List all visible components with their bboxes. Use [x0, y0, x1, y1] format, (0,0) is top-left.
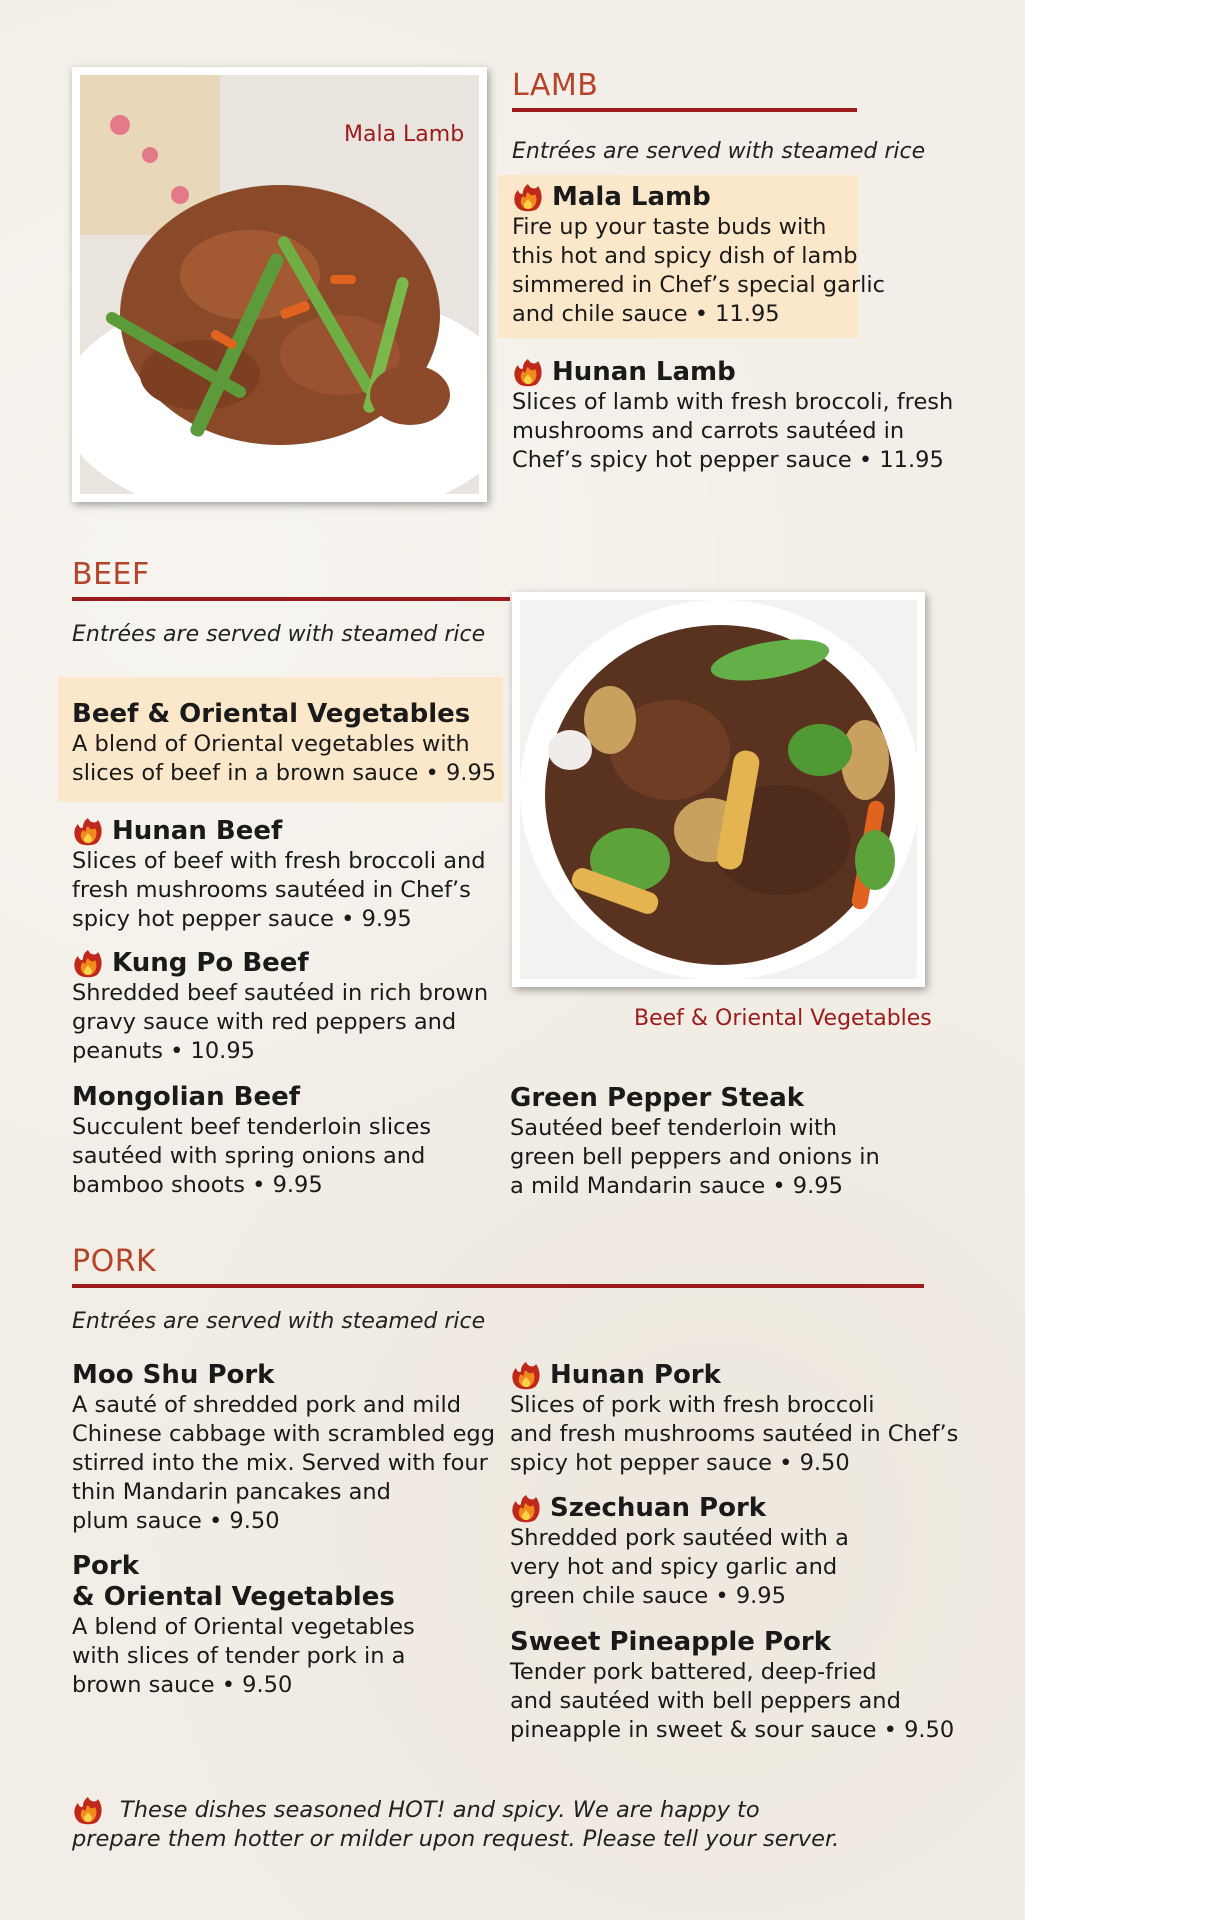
item-desc-line: plum sauce • 9.50 — [72, 1508, 280, 1534]
item-desc-line: mushrooms and carrots sautéed in — [512, 418, 905, 444]
footnote-line: prepare them hotter or milder upon request. Please tell your server. — [72, 1826, 840, 1852]
menu-item-sweet-pineapple-pork[interactable] — [510, 1627, 954, 1745]
item-desc-line: Slices of lamb with fresh broccoli, fresh — [512, 389, 954, 415]
item-name-line: Pork — [72, 1551, 140, 1581]
item-desc-line: simmered in Chef’s special garlic — [512, 272, 885, 298]
menu-item-hunan-pork[interactable] — [510, 1360, 958, 1478]
item-desc-line: Tender pork battered, deep-fried — [510, 1659, 877, 1685]
item-desc-line: pineapple in sweet & sour sauce • 9.50 — [510, 1717, 955, 1743]
menu-item-green-pepper-steak[interactable] — [510, 1083, 880, 1201]
item-desc-line: peanuts • 10.95 — [72, 1038, 255, 1064]
item-desc-line: Slices of beef with fresh broccoli and — [72, 848, 486, 874]
beef-oriental-photo — [512, 592, 925, 987]
item-name: Beef & Oriental Vegetables — [72, 699, 471, 729]
pork-section-title: PORK — [72, 1244, 157, 1279]
photo-caption-mala-lamb: Mala Lamb — [344, 122, 465, 147]
beef-section-title: BEEF — [72, 557, 150, 592]
item-desc-line: green bell peppers and onions in — [510, 1144, 880, 1170]
flame-icon — [512, 358, 544, 388]
item-desc-line: fresh mushrooms sautéed in Chef’s — [72, 877, 471, 903]
beef-served-note: Entrées are served with steamed rice — [72, 622, 486, 647]
item-desc-line: Sautéed beef tenderloin with — [510, 1115, 838, 1141]
menu-item-pork-oriental-vegetables[interactable] — [72, 1551, 415, 1700]
item-desc-line: and chile sauce • 11.95 — [512, 301, 780, 327]
photo-caption-beef-oriental: Beef & Oriental Vegetables — [634, 1006, 932, 1031]
lamb-section-title: LAMB — [512, 68, 599, 103]
item-desc-line: slices of beef in a brown sauce • 9.95 — [72, 760, 497, 786]
item-desc-line: A sauté of shredded pork and mild — [72, 1392, 462, 1418]
item-desc-line: spicy hot pepper sauce • 9.95 — [72, 906, 412, 932]
item-desc-line: bamboo shoots • 9.95 — [72, 1172, 323, 1198]
item-desc-line: gravy sauce with red peppers and — [72, 1009, 457, 1035]
spicy-footnote — [72, 1796, 839, 1854]
item-desc-line: Fire up your taste buds with — [512, 214, 827, 240]
pork-served-note: Entrées are served with steamed rice — [72, 1309, 486, 1334]
item-name: Szechuan Pork — [550, 1493, 767, 1523]
item-name: Hunan Lamb — [552, 357, 736, 387]
item-desc-line: and sautéed with bell peppers and — [510, 1688, 901, 1714]
flame-icon — [512, 183, 544, 213]
mala-lamb-photo — [72, 67, 487, 502]
menu-item-kung-po-beef[interactable] — [72, 948, 488, 1066]
item-desc-line: A blend of Oriental vegetables — [72, 1614, 415, 1640]
item-desc-line: Shredded pork sautéed with a — [510, 1525, 849, 1551]
item-desc-line: a mild Mandarin sauce • 9.95 — [510, 1173, 843, 1199]
item-name: Moo Shu Pork — [72, 1360, 275, 1390]
item-desc-line: Slices of pork with fresh broccoli — [510, 1392, 875, 1418]
menu-item-szechuan-pork[interactable] — [510, 1493, 849, 1611]
menu-item-moo-shu-pork[interactable] — [72, 1360, 495, 1536]
item-name-line: & Oriental Vegetables — [72, 1582, 395, 1612]
flame-icon — [510, 1361, 542, 1391]
beef-dish-illustration — [520, 600, 917, 979]
item-name: Hunan Pork — [550, 1360, 721, 1390]
item-desc-line: Succulent beef tenderloin slices — [72, 1114, 432, 1140]
item-desc-line: this hot and spicy dish of lamb — [512, 243, 858, 269]
menu-item-beef-oriental-vegetables[interactable] — [72, 699, 496, 788]
item-desc-line: brown sauce • 9.50 — [72, 1672, 293, 1698]
flame-icon — [72, 817, 104, 847]
item-desc-line: Chinese cabbage with scrambled egg — [72, 1421, 495, 1447]
menu-item-mala-lamb[interactable] — [512, 182, 885, 329]
item-desc-line: green chile sauce • 9.95 — [510, 1583, 786, 1609]
item-desc-line: A blend of Oriental vegetables with — [72, 731, 470, 757]
lamb-section-rule — [512, 108, 857, 112]
item-name: Kung Po Beef — [112, 948, 309, 978]
item-name: Sweet Pineapple Pork — [510, 1627, 832, 1657]
item-desc-line: Chef’s spicy hot pepper sauce • 11.95 — [512, 447, 944, 473]
item-desc-line: thin Mandarin pancakes and — [72, 1479, 391, 1505]
item-desc-line: very hot and spicy garlic and — [510, 1554, 838, 1580]
item-name: Mongolian Beef — [72, 1082, 301, 1112]
item-name: Mala Lamb — [552, 182, 711, 212]
beef-section-rule — [72, 597, 510, 601]
item-desc-line: spicy hot pepper sauce • 9.50 — [510, 1450, 850, 1476]
lamb-served-note: Entrées are served with steamed rice — [512, 139, 926, 164]
item-desc-line: Shredded beef sautéed in rich brown — [72, 980, 489, 1006]
item-name: Green Pepper Steak — [510, 1083, 805, 1113]
item-desc-line: stirred into the mix. Served with four — [72, 1450, 488, 1476]
item-name: Hunan Beef — [112, 816, 283, 846]
menu-item-mongolian-beef[interactable] — [72, 1082, 431, 1200]
flame-icon — [510, 1494, 542, 1524]
item-desc-line: with slices of tender pork in a — [72, 1643, 406, 1669]
menu-item-hunan-beef[interactable] — [72, 816, 486, 934]
pork-section-rule — [72, 1284, 924, 1288]
menu-item-hunan-lamb[interactable] — [512, 357, 953, 475]
item-desc-line: and fresh mushrooms sautéed in Chef’s — [510, 1421, 959, 1447]
flame-icon — [72, 949, 104, 979]
footnote-line: These dishes seasoned HOT! and spicy. We are happy to — [120, 1797, 760, 1823]
item-desc-line: sautéed with spring onions and — [72, 1143, 426, 1169]
